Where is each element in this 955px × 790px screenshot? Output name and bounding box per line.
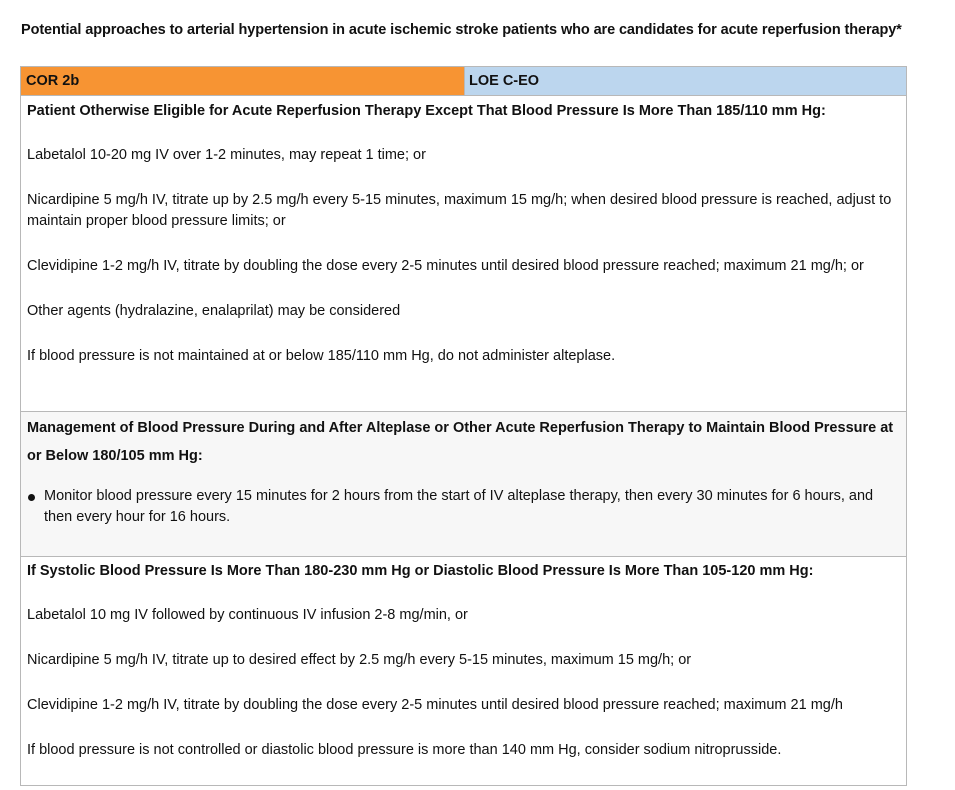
class-of-recommendation-cell: COR 2b: [21, 67, 465, 95]
section-elevated-pressure: [21, 557, 906, 786]
paragraph-nicardipine: Nicardipine 5 mg/h IV, titrate up by 2.5 mg/h every 5-15 minutes, maximum 15 mg/h; when desired blood pressure is reached, adjust to maintain proper blood pressure limits; or: [27, 192, 892, 229]
section-management-during-therapy: [21, 412, 906, 557]
paragraph-other-agents: Other agents (hydralazine, enalaprilat) may be considered: [27, 303, 401, 319]
paragraph-clevidipine: Clevidipine 1-2 mg/h IV, titrate by doubling the dose every 2-5 minutes until desired blood pressure reached; maximum 21 mg/h: [27, 697, 843, 713]
paragraph-clevidipine: Clevidipine 1-2 mg/h IV, titrate by doubling the dose every 2-5 minutes until desired blood pressure reached; maximum 21 mg/h; or: [27, 258, 864, 274]
bullet-list: [27, 486, 900, 528]
section-heading: If Systolic Blood Pressure Is More Than 180-230 mm Hg or Diastolic Blood Pressure Is More Than 105-120 mm Hg:: [27, 563, 814, 579]
section-eligible-patient: [21, 96, 906, 412]
document-title: Potential approaches to arterial hypertension in acute ischemic stroke patients who are candidates for acute reperfusion therapy*: [21, 22, 902, 38]
table-header-row: [21, 67, 906, 96]
level-of-evidence-cell: LOE C-EO: [465, 67, 906, 95]
list-item-text: Monitor blood pressure every 15 minutes for 2 hours from the start of IV alteplase therapy, then every 30 minutes for 6 hours, and then every hour for 16 hours.: [44, 488, 874, 525]
bullet-icon: [28, 494, 35, 501]
paragraph-labetalol: Labetalol 10-20 mg IV over 1-2 minutes, may repeat 1 time; or: [27, 147, 426, 163]
recommendation-table: [20, 66, 907, 786]
paragraph-nicardipine: Nicardipine 5 mg/h IV, titrate up to desired effect by 2.5 mg/h every 5-15 minutes, maximum 15 mg/h; or: [27, 652, 692, 668]
paragraph-alteplase-warning: If blood pressure is not maintained at or below 185/110 mm Hg, do not administer alteplase.: [27, 348, 616, 364]
section-heading: Patient Otherwise Eligible for Acute Reperfusion Therapy Except That Blood Pressure Is More Than 185/110 mm Hg:: [27, 103, 826, 119]
list-item: [44, 486, 900, 528]
paragraph-nitroprusside: If blood pressure is not controlled or diastolic blood pressure is more than 140 mm Hg, consider sodium nitroprusside.: [27, 742, 782, 758]
section-heading: Management of Blood Pressure During and After Alteplase or Other Acute Reperfusion Therapy to Maintain Blood Pressure at or Below 180/105 mm Hg:: [27, 420, 894, 464]
paragraph-labetalol: Labetalol 10 mg IV followed by continuous IV infusion 2-8 mg/min, or: [27, 607, 468, 623]
